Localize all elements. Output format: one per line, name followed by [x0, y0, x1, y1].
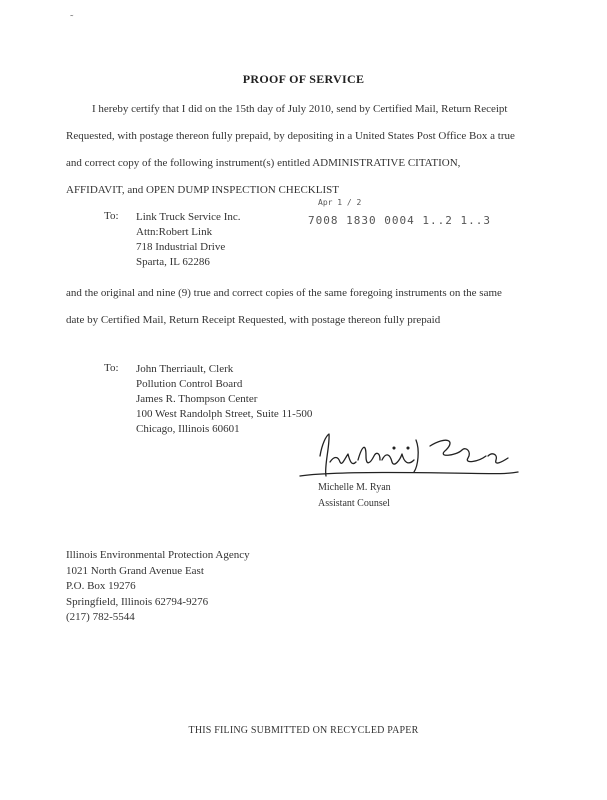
copies-line: date by Certified Mail, Return Receipt Requested, with postage thereon fully prepaid	[66, 314, 441, 326]
agency-line: 1021 North Grand Avenue East	[66, 564, 204, 577]
address-line: James R. Thompson Center	[136, 393, 258, 405]
recipient-1-address	[136, 210, 240, 270]
recipient-1-to-label: To:	[104, 210, 119, 222]
page-title: PROOF OF SERVICE	[242, 72, 365, 86]
agency-line: Illinois Environmental Protection Agency	[66, 549, 250, 561]
agency-line: (217) 782-5544	[66, 611, 135, 623]
agency-line: P.O. Box 19276	[66, 580, 136, 592]
copies-line: and the original and nine (9) true and correct copies of the same foregoing instruments on the same	[66, 287, 502, 299]
signature-block	[318, 480, 391, 512]
original-copies-paragraph	[66, 280, 536, 334]
certification-line: AFFIDAVIT, and OPEN DUMP INSPECTION CHECKLIST	[66, 184, 339, 196]
address-line: 100 West Randolph Street, Suite 11-500	[136, 408, 313, 420]
certification-paragraph	[66, 96, 536, 204]
handwritten-small-note: Apr 1 / 2	[318, 198, 362, 207]
certification-line: Requested, with postage thereon fully prepaid, by depositing in a United States Post Office Box a true	[66, 130, 515, 142]
agency-line: Springfield, Illinois 62794-9276	[66, 595, 209, 608]
recipient-2-address	[136, 362, 312, 437]
handwritten-signature	[296, 426, 522, 484]
address-line: Pollution Control Board	[136, 378, 243, 390]
handwritten-tracking-number: 7008 1830 0004 1..2 1..3	[308, 214, 491, 227]
certification-line: I hereby certify that I did on the 15th day of July 2010, send by Certified Mail, Return Receipt	[92, 103, 508, 115]
agency-address	[66, 548, 250, 626]
address-line: John Therriault, Clerk	[136, 363, 234, 375]
address-line: Link Truck Service Inc.	[136, 211, 241, 223]
address-line: 718 Industrial Drive	[136, 241, 226, 253]
address-line: Sparta, IL 62286	[136, 256, 210, 268]
recipient-2-to-label: To:	[104, 362, 119, 374]
stray-mark: ˜	[70, 14, 74, 25]
recycled-paper-note: THIS FILING SUBMITTED ON RECYCLED PAPER	[188, 725, 419, 736]
certification-line: and correct copy of the following instrument(s) entitled ADMINISTRATIVE CITATION,	[66, 157, 461, 169]
signatory-name: Michelle M. Ryan	[318, 482, 391, 493]
address-line: Chicago, Illinois 60601	[136, 423, 240, 435]
signatory-title: Assistant Counsel	[318, 498, 390, 509]
address-line: Attn:Robert Link	[136, 226, 213, 238]
